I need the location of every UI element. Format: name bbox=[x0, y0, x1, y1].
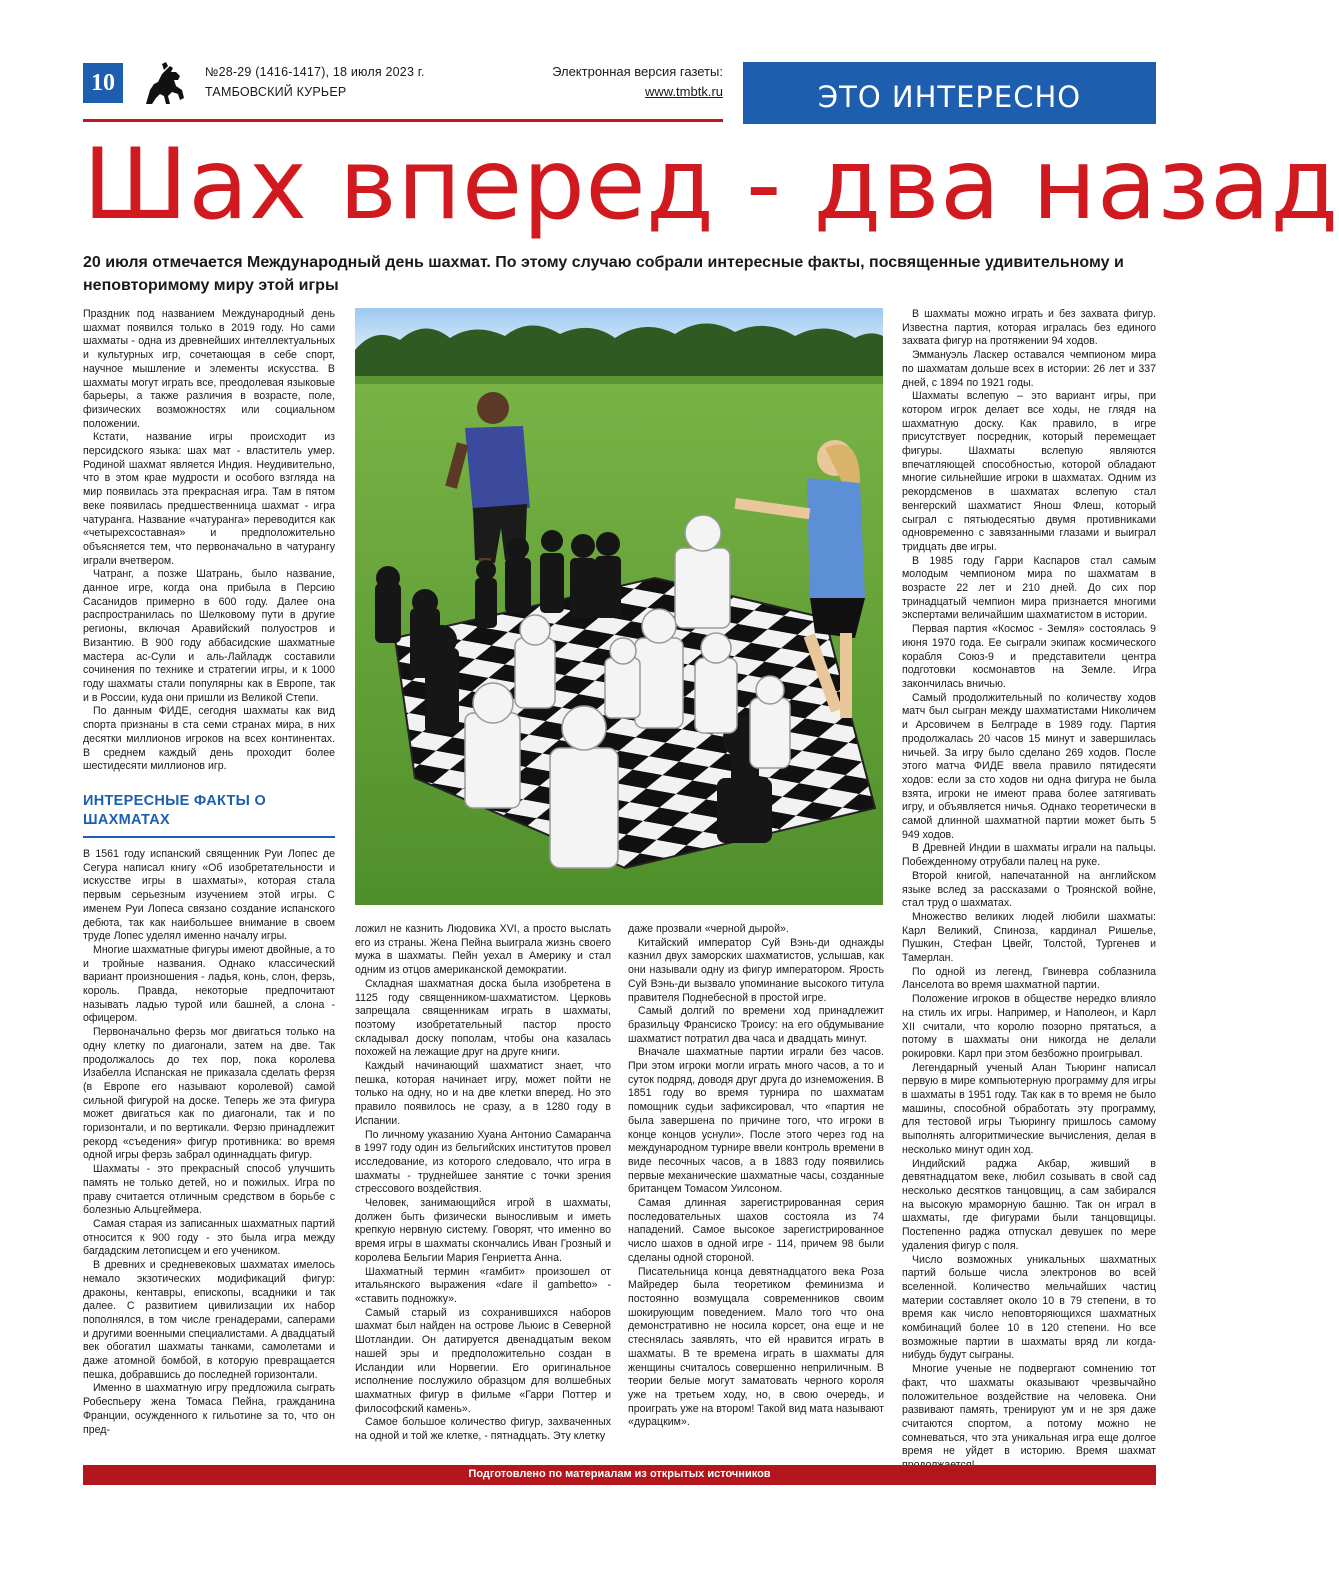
paragraph: ложил не казнить Людовика XVI, а просто выслать его из страны. Жена Пейна выиграла жизнь своего мужа в шахматы. Пейн уехал в Америку и стал одним из отцов американской демократии. bbox=[355, 923, 611, 977]
paragraph: Легендарный ученый Алан Тьюринг написал первую в мире компьютерную программу для игры в шахматы в 1951 году. Так как в то время не было машины, способной обработать эту программу, для тестовой игры Тьюрингу пришлось самому выполнять алгоритмические вычисления, делая в несколько минут один ход. bbox=[902, 1061, 1156, 1156]
paragraph: В Древней Индии в шахматы играли на пальцы. Побежденному отрубали палец на руке. bbox=[902, 842, 1156, 869]
paragraph: Число возможных уникальных шахматных партий больше числа электронов во всей вселенной. Количество мельчайших частиц материи составляет около 10 в 79 степени, в то время как число неповторяющихся шахматных комбинаций более 10 в 120 степени. Но все возможные партии в шахматы вряд ли когда-нибудь будут сыграны. bbox=[902, 1253, 1156, 1362]
article-column-1-facts bbox=[83, 848, 335, 1437]
article-column-3 bbox=[628, 923, 884, 1430]
paragraph: В 1561 году испанский священник Руи Лопес де Сегура написал книгу «Об изобретательности и искусстве игры в шахматы», которая стала первым серьезным изучением этой игры. С именем Руи Лопеса связано создание испанского дебюта, так как наибольшее внимание в своем труде Лопес уделял именно началу игры. bbox=[83, 848, 335, 943]
paragraph: Индийский раджа Акбар, живший в девятнадцатом веке, любил созывать в свой сад несколько десятков танцовщиц, а сам забирался на высокую мраморную башню. Так он играл в шахматы, где фигурами были танцовщицы. Постепенно раджа отпускал девушек по мере удаления фигур с поля. bbox=[902, 1157, 1156, 1252]
paragraph: Человек, занимающийся игрой в шахматы, должен быть физически выносливым и иметь крепкую нервную систему. Говорят, что именно во время игры в шахматы скончались Иван Грозный и королева Бельгии Мария Генриетта Анна. bbox=[355, 1197, 611, 1264]
paragraph: Самый долгий по времени ход принадлежит бразильцу Франсиско Троису: на его обдумывание шахматист потратил два часа и двадцать минут. bbox=[628, 1005, 884, 1045]
paragraph: Писательница конца девятнадцатого века Роза Майредер была теоретиком феминизма и постоянно возмущала современников своим шокирующим поведением. Мало того что она демонстративно не носила корсет, она еще и не стеснялась заявлять, что ей нравится играть в шахматы. В те времена играть в шахматы для женщины считалось совершенно неприличным. В теории белые могут заматовать черного короля уже на третьем ходу, но, в свою очередь, и проиграть уже на втором! Такой вид мата называют «дурацким». bbox=[628, 1265, 884, 1429]
header-divider bbox=[83, 119, 723, 122]
section-banner bbox=[743, 62, 1156, 124]
subhead-divider bbox=[83, 836, 335, 838]
article-column-2 bbox=[355, 923, 611, 1444]
issue-info bbox=[205, 62, 425, 102]
paragraph: В шахматы можно играть и без захвата фигур. Известна партия, которая игралась без единого захвата фигур на протяжении 94 ходов. bbox=[902, 308, 1156, 348]
article-column-4 bbox=[902, 308, 1156, 1473]
paragraph: Складная шахматная доска была изобретена в 1125 году священником-шахматистом. Церковь запрещала священникам играть в шахматы, поэтому изобретательный пастор просто складывал доску пополам, чтобы она казалась похожей на лежащие друг на друге книги. bbox=[355, 977, 611, 1059]
paragraph: Каждый начинающий шахматист знает, что пешка, которая начинает игру, может пойти не только на одну, но и на две клетки вперед. Но это правило появилось не сразу, а в 1280 году в Испании. bbox=[355, 1060, 611, 1127]
paragraph: По данным ФИДЕ, сегодня шахматы как вид спорта признаны в ста семи странах мира, в них десятки миллионов игроков на всех континентах. В среднем каждый день проходит более шестидесяти миллионов игр. bbox=[83, 705, 335, 773]
paragraph: Кстати, название игры происходит из персидского языка: шах мат - властитель умер. Родиной шахмат является Индия. Неудивительно, что в этом крае мудрости и особого взгляда на мир появилась эта прекрасная игра. Там в пятом веке появилась предшественница шахмат - игра чатуранга. Название «чатуранга» переводится как «четырехсоставная» и предположительно объясняется тем, что первоначально в чатурангу играли вчетвером. bbox=[83, 431, 335, 567]
paragraph: Самое большое количество фигур, захваченных на одной и той же клетке, - пятнадцать. Эту клетку bbox=[355, 1416, 611, 1443]
paragraph: По личному указанию Хуана Антонио Самаранча в 1997 году один из бельгийских институтов провел исследование, из которого следовало, что игра в шахматы - труднейшее занятие с точки зрения стрессового воздействия. bbox=[355, 1128, 611, 1196]
paragraph: Положение игроков в обществе нередко влияло на стиль их игры. Например, и Наполеон, и Карл XII считали, что королю позорно прятаться, а потому в шахматы они никогда не делали рокировки. Карл при этом безбожно проигрывал. bbox=[902, 993, 1156, 1060]
paragraph: По одной из легенд, Гвиневра соблазнила Ланселота во время шахматной партии. bbox=[902, 965, 1156, 992]
paper-name: ТАМБОВСКИЙ КУРЬЕР bbox=[205, 85, 347, 99]
paragraph: Многие шахматные фигуры имеют двойные, а то и тройные названия. Однако классический вариант произношения - ладья, конь, слон, ферзь, король. Правда, некоторые предпочитают называть ладью турой или башней, а слона - офицером. bbox=[83, 943, 335, 1025]
paragraph: Самая старая из записанных шахматных партий относится к 900 году - это была игра между багдадским летописцем и его учеником. bbox=[83, 1217, 335, 1258]
paragraph: Самая длинная зарегистрированная серия последовательных шахов состояла из 74 нападений. Самое высокое зарегистрированное число шахов в одной игре - 114, причем 98 были сделаны одной стороной. bbox=[628, 1197, 884, 1264]
paragraph: Шахматы - это прекрасный способ улучшить память не только детей, но и пожилых. Игра по праву считается отличным средством в борьбе с болезнью Альцгеймера. bbox=[83, 1163, 335, 1217]
issue-line: №28-29 (1416-1417), 18 июля 2023 г. bbox=[205, 65, 425, 79]
page-number: 10 bbox=[83, 63, 123, 103]
paragraph: Китайский император Суй Вэнь-ди однажды казнил двух заморских шахматистов, услышав, как они называли одну из фигур императором. Ярость Суй Вэнь-ди вызвало упоминание высокого титула правителя Поднебесной в простой игре. bbox=[628, 936, 884, 1004]
paragraph: даже прозвали «черной дырой». bbox=[628, 923, 789, 935]
paragraph: Множество великих людей любили шахматы: Карл Великий, Спиноза, кардинал Ришелье, Пушкин, Стефан Цвейг, Толстой, Тургенев и Тамерлан. bbox=[902, 910, 1156, 965]
paragraph: Чатранг, а позже Шатрань, было название, данное игре, когда она прибыла в Персию Сасанидов примерно в 600 году. Далее она распространилась по Шелковому пути в другие регионы, включая Аравийский полуостров и Византию. В 900 году аббасидские шахматные мастера ас-Сули и аль-Лайладж составили сочинения по технике и стратегии игры, и к 1000 году шахматы стали популярны как в Европе, так и в России, куда они пришли из Великой Степи. bbox=[83, 568, 335, 704]
paragraph: Многие ученые не подвергают сомнению тот факт, что шахматы оказывают чрезвычайно положительное воздействие на человека. Они развивают память, тренируют ум и не зря даже считаются спортом, а потому можно не сомневаться, что эта уникальная игра еще долгое время не уйдет в историю. Время шахмат bbox=[902, 1363, 1156, 1458]
source-footer bbox=[83, 1465, 1156, 1485]
paragraph: Самый старый из сохранившихся наборов шахмат был найден на острове Льюис в Северной Шотландии. Он датируется двенадцатым веком нашей эры и предположительно создан в Исландии или Норвегии. Его оригинальное исполнение послужило образцом для волшебных шахматных фигур в фильме «Гарри Поттер и философский камень». bbox=[355, 1306, 611, 1415]
article-lead: 20 июля отмечается Международный день шахмат. По этому случаю собрали интересные факты, посвященные удивительному и неповторимому миру этой игры bbox=[83, 254, 1124, 294]
paragraph: Праздник под названием Международный день шахмат появился только в 2019 году. Но сами шахматы - одна из древнейших интеллектуальных и культурных игр, сочетающая в себе спорт, научное мышление и элементы искусства. В шахматы могут играть все, преодолевая языковые барьеры, а также различия в возрасте, поле, физических возможностях или социальном положении. bbox=[83, 308, 335, 430]
paragraph: Самый продолжительный по количеству ходов матч был сыгран между шахматистами Николичем и Арсовичем в Белграде в 1989 году. Партия продолжалась 20 часов 15 минут и завершилась ничьей. За игру было сделано 269 ходов. После этого матча ФИДЕ ввела правило пятидесяти ходов: если за сто ходов ни одна фигура не была взята, игроки не имеют права более затягивать игру, и объявляется ничья. Однако теоретически в самой длинной шахматной партии может быть 5 949 ходов. bbox=[902, 691, 1156, 841]
paragraph: Именно в шахматную игру предложила сыграть Робеспьеру жена Томаса Пейна, гражданина Франции, осужденного к гильотине за то, что он пред- bbox=[83, 1382, 335, 1436]
paragraph: Первоначально ферзь мог двигаться только на одну клетку по диагонали, затем на две. Так продолжалось до тех пор, пока королева Изабелла Испанская не приказала сделать ферзя (в Европе его называют королевой) самой сильной фигурой на доске. Теперь же эта фигура может двигаться как по диагонали, так и по горизонтали, и по вертикали. Ферзю принадлежит рекорд «съедения» фигур противника: во время одной игры ферзь забрал одиннадцать фигур. bbox=[83, 1026, 335, 1162]
article-headline: Шах вперед - два назад bbox=[83, 128, 1339, 242]
paragraph: Первая партия «Космос - Земля» состоялась 9 июня 1970 года. Ее сыграли экипаж космического корабля Союз-9 и представители центра подготовки космонавтов на Земле. Игра закончилась вничью. bbox=[902, 623, 1156, 690]
source-note: Подготовлено по материалам из открытых источников bbox=[468, 1468, 771, 1480]
eversion-label: Электронная версия газеты: bbox=[552, 64, 723, 79]
facts-subhead: ИНТЕРЕСНЫЕ ФАКТЫ О ШАХМАТАХ bbox=[83, 793, 267, 828]
paragraph: В древних и средневековых шахматах имелось немало экзотических модификаций фигур: драконы, кентавры, епископы, всадники и так далее. С развитием цивилизации их набор пополнялся, в том числе гренадерами, саперами и другими военными специалистами. А двадцатый век обогатил шахматы танками, самолетами и даже атомной бомбой, в которую превращается пешка, добравшись до последней горизонтали. bbox=[83, 1259, 335, 1381]
paragraph: В 1985 году Гарри Каспаров стал самым молодым чемпионом мира по шахматам в возрасте 22 лет и 210 дней. До сих пор тринадцатый чемпион мира признается многими экспертами величайшим шахматистом в истории. bbox=[902, 554, 1156, 622]
paragraph: Эммануэль Ласкер оставался чемпионом мира по шахматам дольше всех в истории: 26 лет и 337 дней, с 1894 по 1921 годы. bbox=[902, 349, 1156, 389]
paragraph: Вначале шахматные партии играли без часов. При этом игроки могли играть много часов, а то и суток подряд, доводя друг друга до изнеможения. В 1851 году во время турнира по шахматам помощник судьи зафиксировал, что «партия не была завершена по причине того, что игроки в конце концов уснули». После этого через год на международном турнире ввели контроль времени в виде песочных часов, а в 1883 году появились первые механические шахматные часы, созданные британцем Томасом Уилсоном. bbox=[628, 1046, 884, 1196]
article-column-1 bbox=[83, 308, 335, 774]
paragraph: Шахматы вслепую – это вариант игры, при котором игрок делает все ходы, не глядя на шахматную доску. Как правило, в игре присутствует посредник, который перемещает фигуры. Шахматы вслепую являются впечатляющей способностью, которой обладают многие сильнейшие игроки в шахматах. Одним из рекордсменов в шахматах вслепую стал венгерский шахматист Янош Флеш, который сыграл с пятьюдесятью двумя противниками одновременно с завязанными глазами и выиграл тридцать две игры. bbox=[902, 390, 1156, 553]
paragraph: Второй книгой, напечатанной на английском языке вслед за рассказами о Троянской войне, стал труд о шахматах. bbox=[902, 869, 1156, 910]
section-title: ЭТО ИНТЕРЕСНО bbox=[817, 80, 1082, 114]
horse-rider-icon bbox=[140, 60, 190, 108]
paragraph: Шахматный термин «гамбит» произошел от итальянского выражения «dare il gambetto» - «ставить подножку». bbox=[355, 1265, 611, 1305]
electronic-version bbox=[515, 62, 723, 102]
giant-chess-photo bbox=[355, 308, 883, 905]
site-link[interactable]: www.tmbtk.ru bbox=[644, 84, 723, 99]
